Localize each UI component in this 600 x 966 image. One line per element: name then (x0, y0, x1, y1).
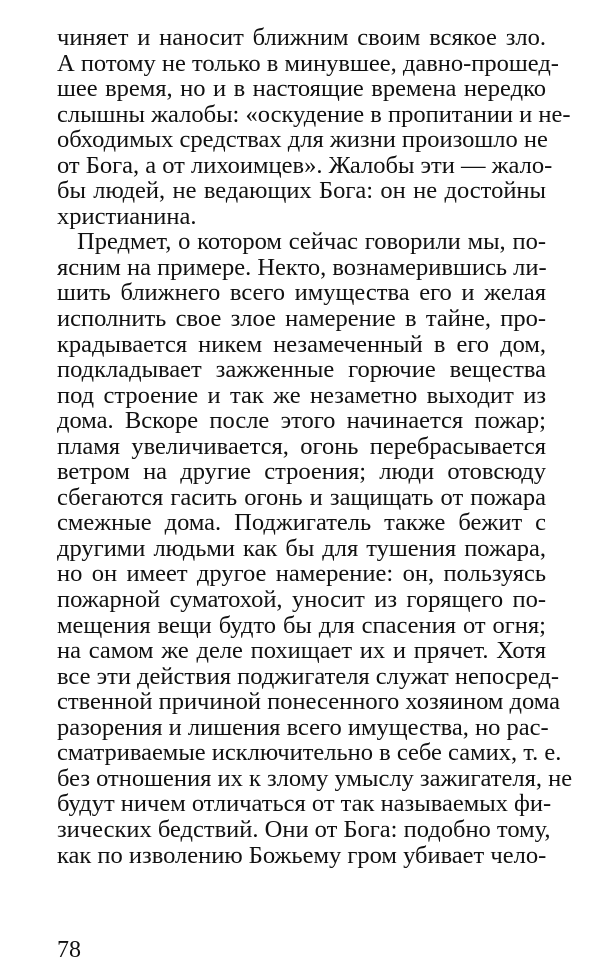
page-number: 78 (57, 937, 81, 963)
text-line: Предмет, о котором сейчас говорили мы, по- (77, 228, 546, 256)
text-line: слышны жалобы: «оскудение в пропитании и не- (57, 100, 571, 128)
text-line: но он имеет другое намерение: он, пользуясь (57, 560, 546, 588)
text-line: другими людьми как бы для тушения пожара, (57, 534, 546, 562)
text-line: А потому не только в минувшее, давно-прошед- (57, 49, 559, 77)
text-line: подкладывает зажженные горючие вещества (57, 356, 546, 384)
text-line: сбегаются гасить огонь и защищать от пожара (57, 483, 546, 511)
text-line: под строение и так же незаметно выходит из (57, 381, 546, 409)
text-line: исполнить свое злое намерение в тайне, про- (57, 305, 546, 333)
text-line: на самом же деле похищает их и прячет. Хотя (57, 637, 546, 665)
text-line: шить ближнего всего имущества его и желая (57, 279, 546, 307)
text-line: обходимых средствах для жизни произошло не (57, 126, 548, 154)
text-line: будут ничем отличаться от так называемых фи- (57, 790, 552, 818)
text-line: бы людей, не ведающих Бога: он не достойны (57, 177, 546, 205)
text-line: от Бога, а от лихоимцев». Жалобы эти — жало- (57, 151, 553, 179)
text-line: разорения и лишения всего имущества, но рас- (57, 713, 549, 741)
text-line: как по изволению Божьему гром убивает чело- (57, 841, 547, 869)
text-line: ственной причиной понесенного хозяином дома (57, 688, 560, 716)
text-line: смежные дома. Поджигатель также бежит с (57, 509, 546, 537)
text-line: чиняет и наносит ближним своим всякое зло. (57, 24, 546, 51)
text-line: дома. Вскоре после этого начинается пожар; (57, 407, 546, 435)
text-line: сматриваемые исключительно в себе самих, т. е. (57, 739, 562, 767)
text-line: христианина. (57, 202, 197, 230)
paragraph (57, 24, 571, 230)
paragraph (57, 228, 573, 869)
text-line: ясним на примере. Некто, вознамерившись ли- (57, 253, 547, 281)
text-line: мещения вещи будто бы для спасения от огня; (57, 611, 546, 639)
text-line: шее время, но и в настоящие времена нередко (57, 75, 546, 103)
text-line: все эти действия поджигателя служат непосред- (57, 662, 560, 690)
text-line: крадывается никем незамеченный в его дом, (57, 330, 546, 358)
text-line: ветром на другие строения; люди отовсюду (57, 458, 546, 486)
text-line: пламя увеличивается, огонь перебрасывается (57, 432, 546, 460)
text-line: без отношения их к злому умыслу зажигателя, не (57, 764, 573, 792)
text-line: зических бедствий. Они от Бога: подобно тому, (57, 815, 551, 843)
text-line: пожарной суматохой, уносит из горящего по- (57, 586, 546, 614)
page-body (57, 24, 573, 869)
